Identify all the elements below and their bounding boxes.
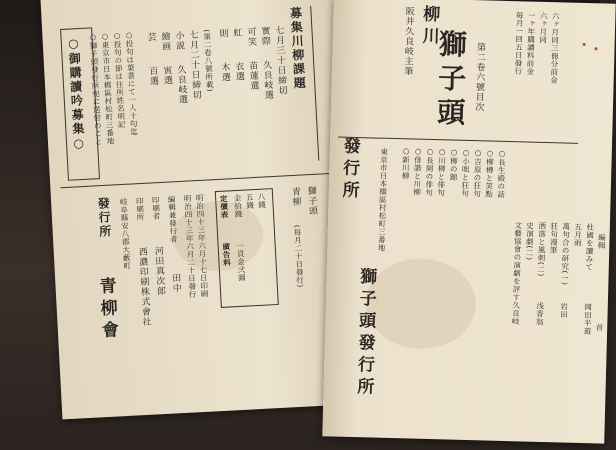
contents-col: 五月雨 (573, 222, 583, 247)
price-header: 定價表 (218, 194, 230, 219)
small-note: (每月二十日發行) (292, 224, 305, 288)
paper-stain (365, 257, 477, 350)
publisher-label: 發行所 (338, 136, 360, 204)
contents-item: ○吉原の狂句 (472, 148, 483, 198)
editor-info: 編輯兼發行者 (166, 195, 179, 244)
header-info: 六ヶ月同 (538, 11, 549, 44)
ad-text: 一頁金弐圓 (235, 241, 247, 283)
subject-judge: 百選 (147, 65, 159, 87)
issuer-name: 青柳會 (95, 276, 119, 344)
issuer-label: 發行所 (95, 196, 113, 240)
contents-item: ○俳諧と川柳 (412, 146, 423, 197)
right-page (322, 0, 615, 444)
subject-title: 芸 (145, 32, 156, 43)
magazine-title: 獅子頭 (432, 29, 469, 132)
contents-item: ○長生殿の話 (496, 148, 507, 199)
price-cell: 八錢 (256, 192, 267, 209)
print-date: 明治四十三年六月十七日印刷 (194, 193, 210, 299)
date-1: 七月三十日締切 (273, 25, 287, 96)
divider (310, 6, 319, 161)
subject-title: 可笑 (245, 26, 257, 48)
subject-judge: 久良岐選 (175, 64, 188, 105)
note-line: ○獅子頭發行所宛に送付のこと (88, 32, 104, 146)
price-cell: 金拾錢 (232, 193, 244, 219)
note-line: ○東京市日本橋區村松町三番地 (100, 31, 116, 146)
subject-judge: 衣選 (233, 61, 245, 82)
publisher: 獅子頭發行所 (353, 267, 377, 400)
horizontal-divider (338, 137, 578, 144)
subject-judge: 木選 (219, 62, 231, 83)
publish-date: 明治四十三年六月二十日發行 (182, 194, 198, 299)
subject-title: 虹 (231, 27, 242, 39)
red-dot (583, 43, 586, 46)
contents-item: ○長岡の俳句 (424, 146, 435, 197)
ad-header: 廣告料 (221, 242, 232, 267)
recruit-box-text: ○御購讀吟募集○ (66, 35, 87, 153)
printshop-name: 西濃印刷株式會社 (136, 246, 151, 328)
subject-title: 繪画 (159, 31, 171, 52)
subject-title: 則 (217, 28, 228, 39)
address: 東京市日本橋區村松町三番地 (377, 147, 389, 252)
author: 久良岐 (511, 301, 521, 326)
red-dot (594, 47, 597, 50)
editor-name: 田中 (170, 273, 182, 294)
contents-col: 狂句漫筆 (549, 222, 559, 255)
header-info: 一ヶ年購讀料前金 (525, 11, 537, 76)
issue-label: 第二卷六號目次 (473, 42, 486, 113)
magazine-label: 獅子頭 (305, 185, 318, 217)
editor-label: 編輯 (597, 233, 607, 250)
author: 浅香翁 (535, 301, 545, 327)
subject-judge: 寅選 (161, 65, 173, 86)
note-line: ○投句は葉書にて一人十句迄 (124, 30, 139, 137)
printer-label: 印刷者 (150, 196, 162, 221)
left-page (40, 0, 362, 419)
contents-col: 洒落と風刺(二) (536, 221, 547, 277)
note-line: ○投句の節は住所姓名明記 (112, 30, 127, 129)
title-prefix: 柳川 (418, 4, 440, 50)
subject-judge: 久良岐選 (260, 60, 274, 101)
issuer-address: 岐阜縣安八郡大藪町 (119, 197, 132, 271)
contents-col: 杜國を讀みて (584, 223, 595, 272)
printshop-label: 印刷所 (134, 196, 146, 222)
contents-col: 首 (595, 323, 605, 332)
date-2: (第二卷八號所載) (202, 29, 215, 93)
author: 岩田 (559, 302, 569, 319)
author: 岡田半遊 (582, 303, 593, 336)
contents-col: 萬句合の研究(一) (560, 222, 571, 286)
price-cell: 五錢 (244, 193, 255, 210)
recruit-header: 募集川柳課題 (288, 6, 307, 91)
header-info: 毎月一回五日發行 (513, 11, 525, 76)
contents-item: ○小咄と狂句 (460, 147, 471, 198)
subject-title: 實際 (259, 26, 271, 47)
small-title: 青柳 (289, 186, 301, 208)
subject-title: 小説 (173, 30, 185, 52)
contents-item: ○川柳と俳句 (436, 147, 447, 197)
contents-item: ○新川柳 (400, 146, 411, 180)
subject-judge: 苗蓮選 (247, 60, 259, 92)
contents-item: ○柳樽と笑點 (484, 148, 495, 199)
editor: 阪井久良岐主筆 (402, 6, 415, 77)
contents-item: ○柳の錦 (448, 147, 459, 182)
printer-name: 河田真次郎 (152, 245, 166, 297)
header-info: 六ヶ月同三冊分前金 (549, 12, 561, 85)
contents-col: 史演劇(二) (524, 221, 535, 261)
date-3: 七月二十日締切 (187, 29, 201, 101)
contents-col: 文藝協會の演劇を評す (511, 221, 523, 302)
